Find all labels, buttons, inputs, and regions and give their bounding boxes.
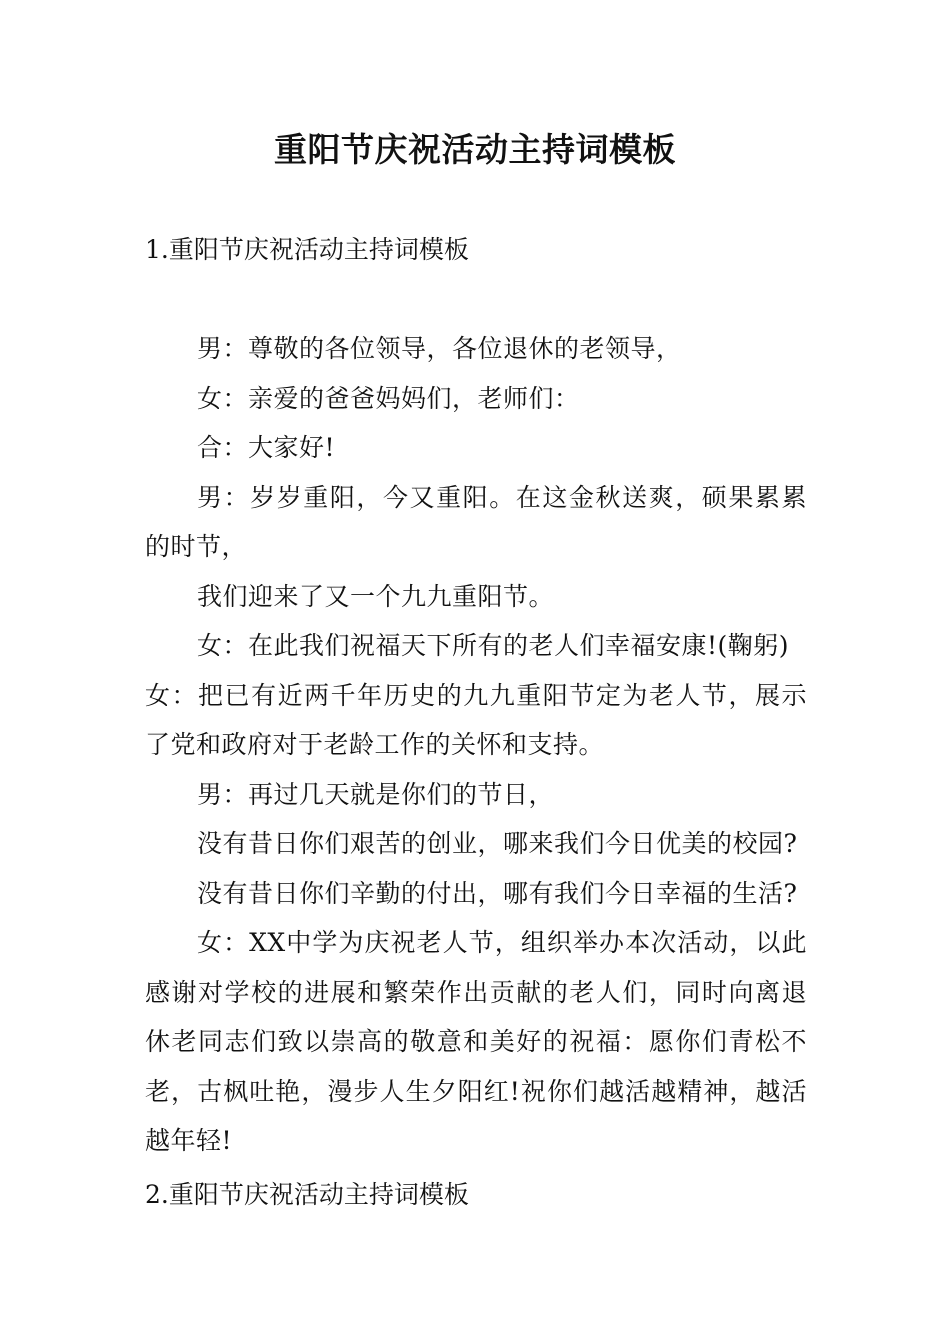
paragraph: 男：岁岁重阳，今又重阳。在这金秋送爽，硕果累累的时节， [145, 482, 807, 561]
paragraph: 男：再过几天就是你们的节日， [197, 779, 555, 809]
paragraph: 女：把已有近两千年历史的九九重阳节定为老人节，展示了党和政府对于老龄工作的关怀和支持。 [145, 680, 807, 759]
paragraph: 我们迎来了又一个九九重阳节。 [197, 581, 555, 611]
paragraph: 合：大家好! [197, 433, 336, 462]
paragraph: 男：尊敬的各位领导，各位退休的老领导， [197, 334, 682, 363]
section-heading-1: 1.重阳节庆祝活动主持词模板 [145, 235, 469, 264]
paragraph: 女：XX中学为庆祝老人节，组织举办本次活动，以此感谢对学校的进展和繁荣作出贡献的老人们，同时向离退休老同志们致以崇高的敬意和美好的祝福：愿你们青松不老，古枫吐艳，漫步人生夕阳红!祝你们越活越精神，越活越年轻! [145, 928, 807, 1155]
document-title: 重阳节庆祝活动主持词模板 [274, 130, 676, 169]
document-body [145, 324, 807, 1166]
paragraph: 没有昔日你们辛勤的付出，哪有我们今日幸福的生活? [197, 878, 798, 908]
section-heading-2: 2.重阳节庆祝活动主持词模板 [145, 1180, 469, 1209]
paragraph: 没有昔日你们艰苦的创业，哪来我们今日优美的校园? [197, 829, 798, 858]
paragraph: 女：亲爱的爸爸妈妈们，老师们： [197, 383, 580, 413]
paragraph: 女：在此我们祝福天下所有的老人们幸福安康!(鞠躬) [197, 631, 790, 660]
